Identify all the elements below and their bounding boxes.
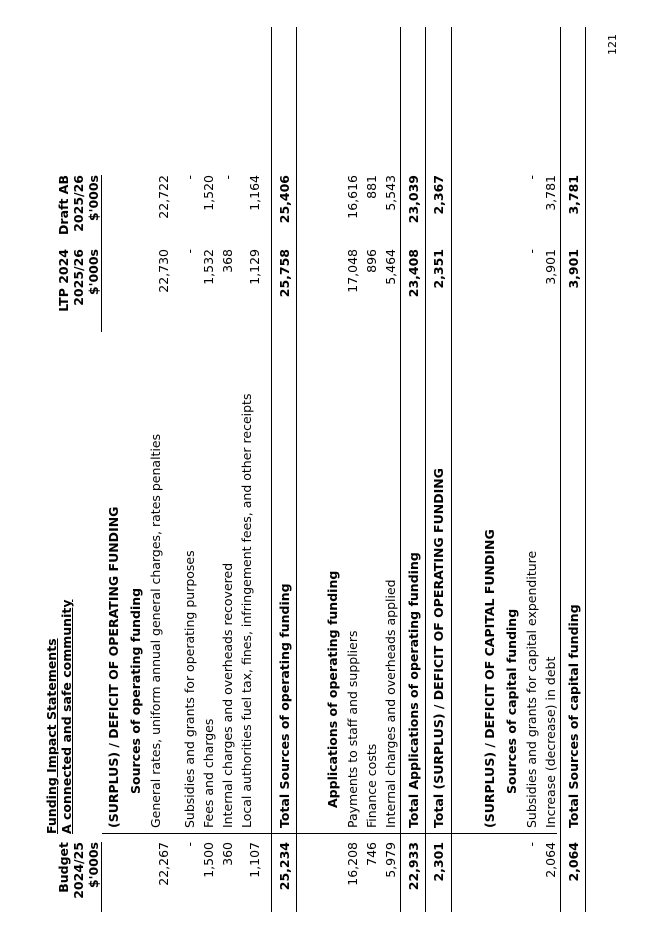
table-row (146, 27, 180, 912)
draft-value: 23,039 (406, 175, 421, 224)
budget-value: 1,107 (247, 842, 262, 878)
draft-value: 881 (364, 175, 379, 199)
budget-header-line: Budget (56, 842, 71, 893)
draft-value: - (220, 175, 235, 180)
budget-value: 746 (364, 842, 379, 866)
table-row (237, 27, 271, 912)
budget-column-divider (102, 833, 557, 834)
table-row (343, 27, 362, 912)
draft-value: 5,543 (383, 175, 398, 211)
operating-heading: (SURPLUS) / DEFICIT OF OPERATING FUNDING (106, 506, 121, 828)
draft-value: 3,781 (543, 175, 558, 211)
draft-value: 1,164 (247, 175, 262, 211)
ltp-header-line: $'000s (86, 249, 102, 332)
ltp-header-line: 2025/26 (71, 249, 86, 306)
ltp-value: - (182, 249, 197, 254)
document-subtitle: A connected and safe community (59, 599, 74, 834)
ltp-value: 368 (220, 249, 235, 273)
budget-value: - (182, 842, 197, 847)
budget-header-line: 2024/25 (71, 842, 86, 899)
budget-value: 2,064 (566, 842, 581, 882)
budget-value: 25,234 (277, 842, 292, 891)
net-total-row (426, 27, 452, 912)
operating-sources-heading: Sources of operating funding (128, 587, 143, 794)
subsection-heading (126, 27, 146, 912)
budget-value: 1,500 (201, 842, 216, 878)
draft-value: 1,520 (201, 175, 216, 211)
ltp-value: 25,758 (277, 249, 292, 298)
total-row (400, 27, 426, 912)
ltp-value: 5,464 (383, 249, 398, 285)
draft-value: - (182, 175, 197, 180)
capital-heading: (SURPLUS) / DEFICIT OF CAPITAL FUNDING (482, 529, 497, 828)
spacer-row (452, 27, 478, 912)
ltp-value: 1,532 (201, 249, 216, 285)
operating-applications-heading: Applications of operating funding (325, 570, 340, 808)
table-row (541, 27, 560, 912)
budget-value: 22,267 (156, 842, 171, 886)
table-header (44, 27, 102, 912)
ltp-value: 22,730 (156, 249, 171, 293)
ltp-value: 2,351 (431, 249, 446, 289)
draft-value: 16,616 (345, 175, 360, 219)
table-row (180, 27, 199, 912)
row-label: Internal charges and overheads applied (383, 579, 398, 828)
table-row (522, 27, 541, 912)
capital-sources-heading: Sources of capital funding (504, 608, 519, 794)
row-label: Increase (decrease) in debt (543, 656, 558, 828)
ltp-value: 1,129 (247, 249, 262, 285)
budget-column-header (56, 842, 102, 912)
budget-value: 2,064 (543, 842, 558, 878)
row-label: Local authorities fuel tax, fines, infringement fees, and other receipts (239, 393, 254, 828)
title-cell (44, 332, 102, 834)
row-label: General rates, uniform annual general charges, rates penalties (148, 433, 163, 828)
ltp-value: 23,408 (406, 249, 421, 298)
section-heading (102, 27, 126, 912)
ltp-value: 17,048 (345, 249, 360, 293)
total-row (560, 27, 586, 912)
budget-value: - (524, 842, 539, 847)
spacer-row (297, 27, 323, 912)
table-row (362, 27, 381, 912)
subsection-heading (502, 27, 522, 912)
subsection-heading (323, 27, 343, 912)
budget-header-line: $'000s (86, 842, 102, 912)
ltp-value: - (524, 249, 539, 254)
draft-column-header (56, 175, 102, 249)
document-title: Funding Impact Statements (44, 638, 59, 834)
ltp-value: 896 (364, 249, 379, 273)
budget-value: 2,301 (431, 842, 446, 882)
draft-value: 3,781 (566, 175, 581, 215)
table-row (199, 27, 218, 912)
draft-value: 25,406 (277, 175, 292, 224)
draft-value: 2,367 (431, 175, 446, 215)
funding-impact-table (44, 27, 581, 912)
draft-header-line: 2025/26 (71, 175, 86, 232)
budget-value: 360 (220, 842, 235, 866)
draft-value: - (524, 175, 539, 180)
row-label: Payments to staff and suppliers (345, 630, 360, 828)
row-label: Total Sources of capital funding (566, 604, 581, 828)
ltp-value: 3,901 (543, 249, 558, 285)
ltp-value: 3,901 (566, 249, 581, 289)
draft-header-line: Draft AB (56, 175, 71, 235)
budget-value: 5,979 (383, 842, 398, 878)
draft-value: 22,722 (156, 175, 171, 219)
ltp-column-header (56, 249, 102, 332)
section-heading (478, 27, 502, 912)
title-block (44, 600, 74, 835)
table-row (218, 27, 237, 912)
row-label: Subsidies and grants for operating purposes (182, 550, 197, 828)
row-label: Fees and charges (201, 718, 216, 828)
budget-value: 22,933 (406, 842, 421, 891)
page-number: 121 (606, 34, 619, 55)
budget-value: 16,208 (345, 842, 360, 886)
draft-header-line: $'000s (86, 175, 102, 249)
table-row (381, 27, 400, 912)
row-label: Subsidies and grants for capital expenditure (524, 550, 539, 828)
row-label: Total Sources of operating funding (277, 583, 292, 828)
ltp-header-line: LTP 2024 (56, 249, 71, 312)
row-label: Internal charges and overheads recovered (220, 562, 235, 828)
row-label: Total (SURPLUS) / DEFICIT OF OPERATING FUNDING (431, 468, 446, 828)
total-row (271, 27, 297, 912)
row-label: Total Applications of operating funding (406, 552, 421, 828)
row-label: Finance costs (364, 743, 379, 828)
